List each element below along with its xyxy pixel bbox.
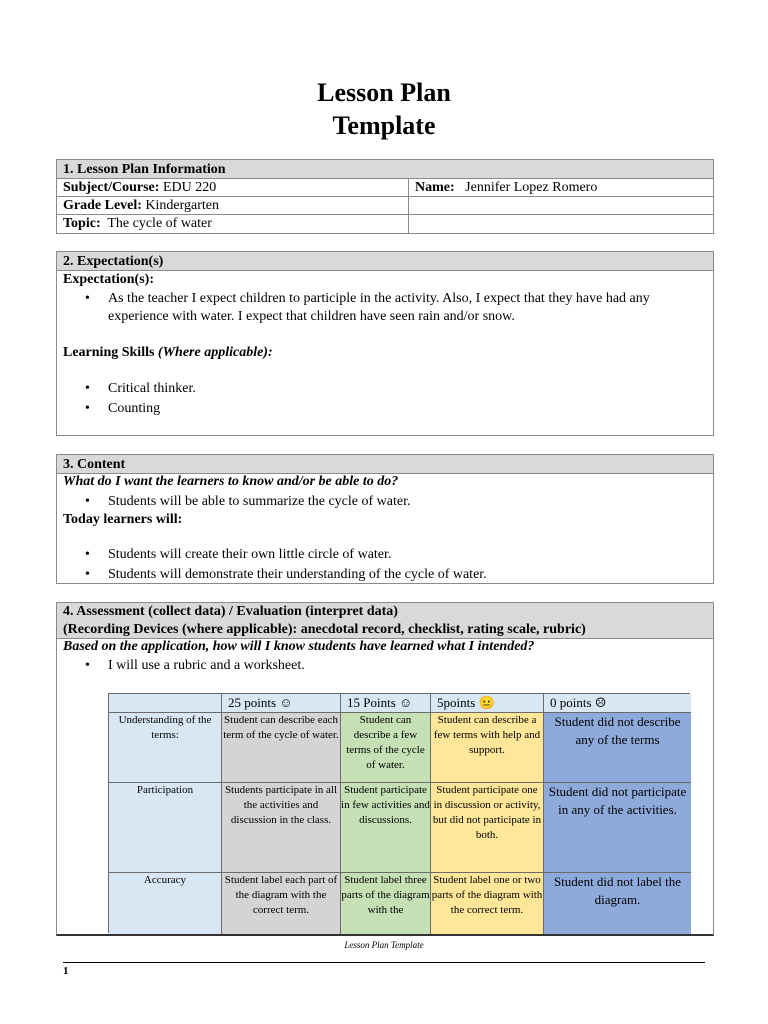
expectation-bullet-line1: As the teacher I expect children to participle in the activity. Also, I expect that they have had any (108, 291, 650, 306)
section4-header-line1: 4. Assessment (collect data) / Evaluation (interpret data) (63, 604, 398, 619)
skill-item: Critical thinker. (108, 381, 196, 396)
expectation-bullet-line2: experience with water. I expect that children have seen rain and/or snow. (108, 309, 515, 324)
expectations-label: Expectation(s): (63, 272, 154, 287)
rubric-header-5: 5points 😐 (431, 694, 544, 713)
bullet-dot: • (85, 494, 90, 509)
name-label: Name: (415, 180, 455, 195)
rubric-cell-15: Student can describe a few terms of the cycle of water. (341, 713, 431, 783)
page-title-line1: Lesson Plan (317, 78, 451, 107)
rubric-table (108, 693, 690, 933)
rubric-header-25: 25 points ☺ (222, 694, 341, 713)
grade-value: Kindergarten (145, 198, 220, 213)
section1-header: 1. Lesson Plan Information (57, 160, 713, 179)
rubric-header-15: 15 Points ☺ (341, 694, 431, 713)
rubric-criterion: Participation (109, 783, 222, 873)
bullet-dot: • (85, 401, 90, 416)
rubric-cell-0: Student did not participate in any of the activities. (544, 783, 691, 873)
topic-value: The cycle of water (107, 216, 212, 231)
running-footer-title: Lesson Plan Template (344, 940, 424, 950)
bullet-dot: • (85, 381, 90, 396)
bullet-dot: • (85, 567, 90, 582)
bullet-dot: • (85, 291, 90, 306)
today-label: Today learners will: (63, 512, 183, 527)
rubric-cell-0: Student did not describe any of the terms (544, 713, 691, 783)
rubric-cell-5: Student can describe a few terms with help and support. (431, 713, 544, 783)
topic-row (57, 215, 713, 233)
rubric-cell-15: Student participate in few activities and discussions. (341, 783, 431, 873)
rubric-header-0: 0 points ☹ (544, 694, 691, 713)
rubric-cell-15: Student label three parts of the diagram with the (341, 873, 431, 934)
rubric-cell-25: Student label each part of the diagram with the correct term. (222, 873, 341, 934)
section4-header (57, 603, 713, 639)
section4-header-line2: (Recording Devices (where applicable): anecdotal record, checklist, rating scale, rubric) (63, 622, 586, 637)
rubric-criterion: Understanding of the terms: (109, 713, 222, 783)
today-item: Students will create their own little circle of water. (108, 547, 392, 562)
assessment-bullet: I will use a rubric and a worksheet. (108, 658, 305, 673)
skill-item: Counting (108, 401, 161, 416)
rubric-cell-5: Student label one or two parts of the diagram with the correct term. (431, 873, 544, 934)
today-item: Students will demonstrate their understanding of the cycle of water. (108, 567, 487, 582)
grade-label: Grade Level: (63, 198, 142, 213)
rubric-header-corner (109, 694, 222, 713)
page-number: 1 (63, 965, 69, 977)
rubric-cell-25: Students participate in all the activities and discussion in the class. (222, 783, 341, 873)
name-value: Jennifer Lopez Romero (465, 180, 598, 195)
lesson-info-section (56, 159, 714, 234)
learning-skills-label: Learning Skills (Where applicable): (63, 345, 273, 360)
rubric-cell-5: Student participate one in discussion or activity, but did not participate in both. (431, 783, 544, 873)
bullet-dot: • (85, 658, 90, 673)
footer-divider (63, 962, 705, 963)
content-bullet: Students will be able to summarize the cycle of water. (108, 494, 411, 509)
page-title-line2: Template (332, 111, 436, 140)
assessment-question: Based on the application, how will I know students have learned what I intended? (63, 639, 535, 654)
topic-label: Topic: (63, 216, 101, 231)
subject-value: EDU 220 (162, 180, 217, 195)
grade-row (57, 197, 713, 215)
rubric-cell-0: Student did not label the diagram. (544, 873, 691, 934)
bullet-dot: • (85, 547, 90, 562)
rubric-criterion: Accuracy (109, 873, 222, 934)
rubric-cell-25: Student can describe each term of the cycle of water. (222, 713, 341, 783)
section3-header: 3. Content (57, 455, 713, 474)
subject-label: Subject/Course: (63, 180, 160, 195)
section2-header: 2. Expectation(s) (57, 252, 713, 271)
content-question: What do I want the learners to know and/or be able to do? (63, 474, 399, 489)
subject-row (57, 179, 713, 197)
